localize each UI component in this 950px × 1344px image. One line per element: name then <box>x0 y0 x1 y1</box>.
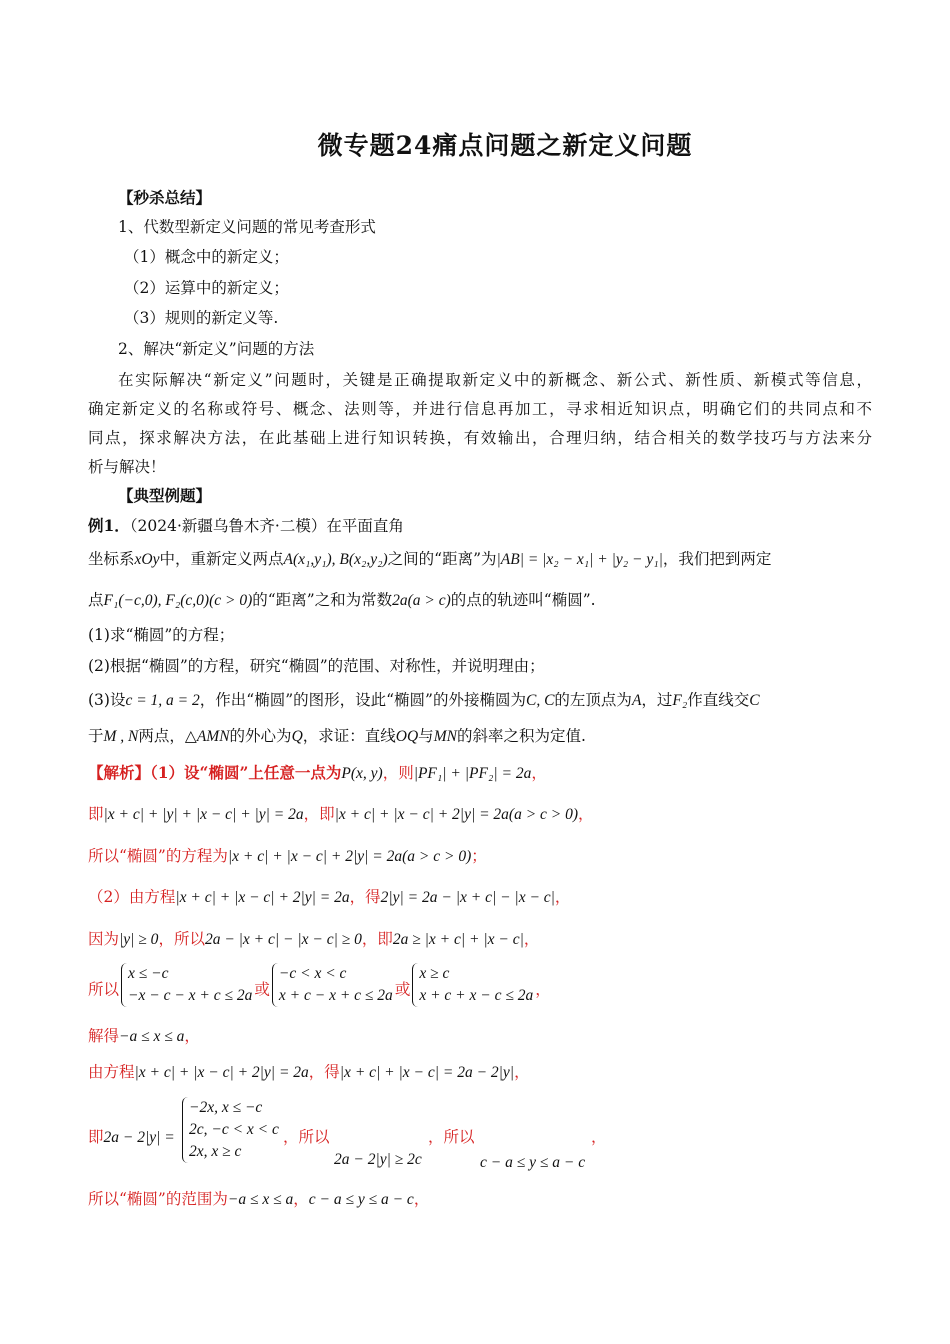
text: ，过 <box>641 691 673 709</box>
text: ， <box>293 1190 309 1208</box>
solution-line-3 <box>88 845 863 868</box>
math: 2a ≥ |x + c| + |x − c| <box>392 931 524 948</box>
summary-heading: 【秒杀总结】 <box>118 188 212 207</box>
solution-line-9-lead <box>88 1126 175 1149</box>
text: 的斜率之积为定值. <box>456 727 586 745</box>
math: P(x, y) <box>341 765 383 782</box>
case-row: x + c − x + c ≤ 2a <box>278 987 393 1004</box>
text: ， <box>523 930 540 948</box>
text: ， <box>578 805 594 823</box>
math: C <box>749 692 760 709</box>
text: 的“距离”之和为常数 <box>252 591 393 609</box>
case-row: 2c, −c < x < c <box>189 1121 279 1138</box>
text: ； <box>471 847 487 865</box>
example-1-header <box>88 515 863 537</box>
text: (3)设 <box>88 691 126 709</box>
text: 【解析】（1）设“椭圆”上任意一点为 <box>88 763 342 782</box>
math: |x + c| + |x − c| + 2|y| = 2a(a > c > 0) <box>227 848 472 865</box>
text: 点 <box>88 591 104 609</box>
math: |y| ≥ 0 <box>119 931 159 948</box>
example-1-source: （2024·新疆乌鲁木齐·二模）在平面直角 <box>129 517 404 535</box>
example-1-line-2 <box>88 548 863 571</box>
math: |x + c| + |x − c| + 2|y| = 2a(a > c > 0) <box>334 806 579 823</box>
summary-paragraph-line-4: 析与解决！ <box>88 458 166 476</box>
text: 与 <box>418 727 434 745</box>
case-row: −2x, x ≤ −c <box>189 1099 263 1116</box>
summary-point-1: 1、代数型新定义问题的常见考查形式 <box>118 218 376 236</box>
case-row: x + c + x − c ≤ 2a <box>419 987 534 1004</box>
math: 2a − |x + c| − |x − c| ≥ 0 <box>204 931 362 948</box>
math: c − a ≤ y ≤ a − c <box>480 1154 586 1171</box>
case-system-piecewise <box>182 1097 279 1163</box>
math: 2a(a > c) <box>392 592 451 609</box>
case-row: x ≥ c <box>419 965 450 982</box>
text: 即 <box>88 1128 104 1146</box>
solution-line-4 <box>88 886 863 909</box>
question-1: (1)求“椭圆”的方程； <box>88 626 235 644</box>
math: xOy <box>134 551 160 568</box>
math: △AMN <box>184 728 230 745</box>
text: ，求证：直线 <box>302 727 396 745</box>
text: 由方程 <box>88 1063 135 1081</box>
text: 或 <box>254 980 270 999</box>
text: 所以“椭圆”的方程为 <box>88 847 228 865</box>
text: ，我们把到两定 <box>662 550 772 568</box>
math: F₂ <box>672 692 688 709</box>
summary-paragraph-line-2: 确定新定义的名称或符号、概念、法则等，并进行信息再加工，寻求相近知识点，明确它们的共同点和不 <box>88 400 872 418</box>
math: −a ≤ x ≤ a <box>119 1028 185 1045</box>
text: （2）由方程 <box>88 888 176 906</box>
text: ， <box>531 764 547 782</box>
question-3-cont <box>88 725 863 748</box>
math: MN <box>433 728 457 745</box>
case-system-1 <box>121 963 252 1018</box>
math: A(x₁,y₁), B(x₂,y₂) <box>283 551 388 568</box>
math: Q <box>291 728 303 745</box>
text: 所以“椭圆”的范围为 <box>88 1190 228 1208</box>
text: ，则 <box>382 764 414 782</box>
case-system-2 <box>272 963 393 1018</box>
case-row: x ≤ −c <box>128 965 169 982</box>
solution-line-10 <box>88 1188 863 1211</box>
summary-paragraph-line-1: 在实际解决“新定义”问题时，关键是正确提取新定义中的新概念、新公式、新性质、新模式等信息， <box>118 371 872 389</box>
text: 因为 <box>88 930 120 948</box>
text: 的外心为 <box>229 727 292 745</box>
text: 的左顶点为 <box>554 691 632 709</box>
math: c − a ≤ y ≤ a − c <box>308 1191 414 1208</box>
text: 即 <box>88 805 104 823</box>
text: 之间的“距离”为 <box>387 550 497 568</box>
math: |x + c| + |x − c| = 2a − 2|y| <box>339 1064 515 1081</box>
text: 于 <box>88 727 104 745</box>
text: ， <box>591 1128 607 1146</box>
page-title: 微专题24痛点问题之新定义问题 <box>317 131 693 160</box>
math: F₁(−c,0), F₂(c,0)(c > 0) <box>103 592 253 609</box>
case-row: −c < x < c <box>278 965 347 982</box>
text: ，得 <box>308 1063 340 1081</box>
example-1-line-3 <box>88 589 863 612</box>
math: |AB| = |x₂ − x₁| + |y₂ − y₁| <box>496 551 663 568</box>
math: OQ <box>395 728 419 745</box>
text: 或 <box>394 980 411 999</box>
text: ，即 <box>361 930 393 948</box>
math: |PF₁| + |PF₂| = 2a <box>413 765 532 782</box>
text: ，所以 <box>283 1128 330 1146</box>
solution-line-5 <box>88 928 863 951</box>
question-2: (2)根据“椭圆”的方程，研究“椭圆”的范围、对称性，并说明理由； <box>88 657 545 675</box>
solution-line-7 <box>88 1025 863 1048</box>
math: A <box>631 692 642 709</box>
text: ， <box>535 980 551 999</box>
text: ，即 <box>303 805 335 823</box>
text: 两点， <box>138 727 185 745</box>
math: M , N <box>103 728 139 745</box>
text: ，所以 <box>158 930 205 948</box>
example-1-label: 例1． <box>88 516 130 535</box>
case-row: 2x, x ≥ c <box>189 1143 242 1160</box>
summary-item-1: （1）概念中的新定义； <box>124 248 289 266</box>
text: ，作出“椭圆”的图形，设此“椭圆”的外接椭圆为 <box>199 691 526 709</box>
text: ， <box>184 1027 200 1045</box>
solution-line-6 <box>88 963 863 1018</box>
solution-line-8 <box>88 1061 863 1084</box>
text: 所以 <box>88 980 120 999</box>
math: c = 1, a = 2 <box>125 692 200 709</box>
math: −a ≤ x ≤ a <box>227 1191 294 1208</box>
solution-line-9 <box>88 1097 863 1177</box>
math: 2a − 2|y| = <box>103 1129 175 1146</box>
question-3 <box>88 689 863 712</box>
text: 中，重新定义两点 <box>159 550 284 568</box>
math: |x + c| + |x − c| + 2|y| = 2a <box>134 1064 309 1081</box>
summary-point-2: 2、解决“新定义”问题的方法 <box>118 340 315 358</box>
math: 2a − 2|y| ≥ 2c <box>334 1151 422 1168</box>
math: |x + c| + |y| + |x − c| + |y| = 2a <box>103 806 304 823</box>
examples-heading: 【典型例题】 <box>118 486 212 505</box>
text: ， <box>413 1190 430 1208</box>
text: ，得 <box>349 888 381 906</box>
text: 解得 <box>88 1027 120 1045</box>
text: ， <box>554 888 571 906</box>
text: 作直线交 <box>687 691 750 709</box>
math: |x + c| + |x − c| + 2|y| = 2a <box>175 889 350 906</box>
math: C, C <box>525 692 555 709</box>
math: 2|y| = 2a − |x + c| − |x − c| <box>380 889 555 906</box>
solution-line-1 <box>88 762 863 785</box>
summary-item-3: （3）规则的新定义等. <box>124 309 279 327</box>
text: ， <box>514 1063 530 1081</box>
case-system-3 <box>412 963 533 1018</box>
case-row: −x − c − x + c ≤ 2a <box>128 987 253 1004</box>
summary-item-2: （2）运算中的新定义； <box>124 279 289 297</box>
text: 坐标系 <box>88 550 135 568</box>
solution-line-2 <box>88 803 863 826</box>
summary-paragraph-line-3: 同点，探求解决方法，在此基础上进行知识转换，有效输出，合理归纳，结合相关的数学技巧与方法来分 <box>88 429 872 447</box>
text: 的点的轨迹叫“椭圆”. <box>450 591 596 609</box>
text: ，所以 <box>428 1128 475 1146</box>
